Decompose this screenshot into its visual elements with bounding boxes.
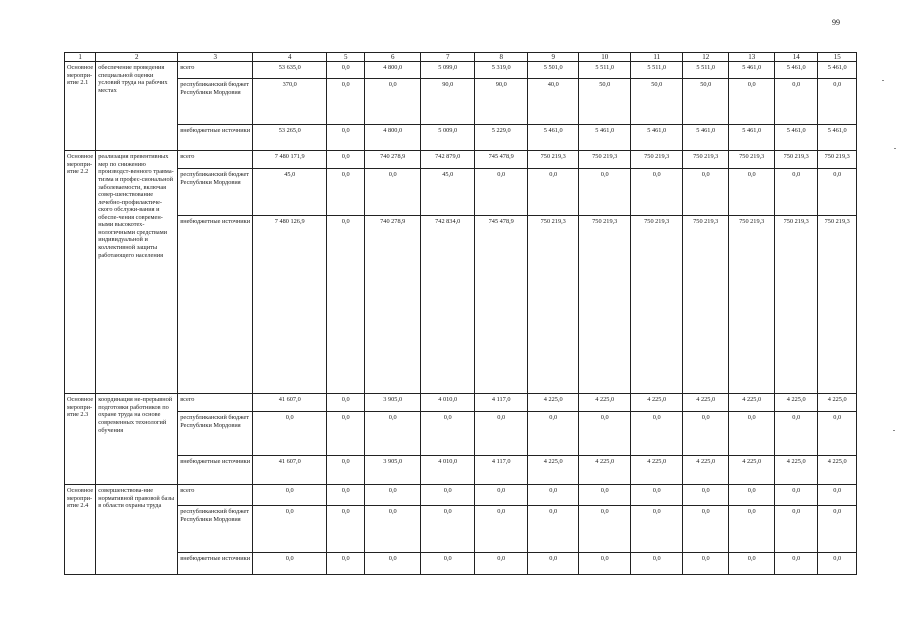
amount-cell: 0,0 bbox=[327, 62, 365, 79]
amount-cell: 5 461,0 bbox=[729, 125, 775, 151]
funding-source: республиканский бюджет Республики Мордовия bbox=[178, 169, 253, 216]
measure-name: реализация превентивных мер по снижению производст-венного травма-тизма и профес-сиональной заболеваемости, включая совер-шенствование лечебно-профилактиче-ского обслужи-вания и обеспе-чения современ-ными высокотех-нологичными средствами индивидуальной и коллективной защиты работающего населения bbox=[96, 151, 178, 394]
amount-cell: 4 225,0 bbox=[579, 394, 631, 412]
column-number: 10 bbox=[579, 53, 631, 62]
amount-cell: 0,0 bbox=[365, 412, 421, 456]
amount-cell: 4 225,0 bbox=[631, 456, 683, 485]
table-row bbox=[65, 125, 857, 151]
amount-cell: 4 225,0 bbox=[579, 456, 631, 485]
amount-cell: 0,0 bbox=[365, 79, 421, 125]
amount-cell: 5 511,0 bbox=[579, 62, 631, 79]
column-number: 6 bbox=[365, 53, 421, 62]
table-row bbox=[65, 79, 857, 125]
measure-name: координация не-прерывной подготовки работников по охране труда на основе современных технологий обучения bbox=[96, 394, 178, 485]
amount-cell: 4 117,0 bbox=[475, 394, 528, 412]
amount-cell: 5 461,0 bbox=[775, 125, 818, 151]
funding-source: внебюджетные источники bbox=[178, 553, 253, 575]
amount-cell: 745 478,9 bbox=[475, 216, 528, 394]
amount-cell: 0,0 bbox=[683, 506, 729, 553]
column-number: 5 bbox=[327, 53, 365, 62]
measure-code: Основное меропри-ятие 2.1 bbox=[65, 62, 96, 151]
amount-cell: 750 219,3 bbox=[528, 216, 579, 394]
amount-cell: 40,0 bbox=[528, 79, 579, 125]
amount-cell: 0,0 bbox=[475, 485, 528, 506]
amount-cell: 750 219,3 bbox=[683, 151, 729, 169]
amount-cell: 0,0 bbox=[818, 553, 857, 575]
amount-cell: 0,0 bbox=[729, 412, 775, 456]
amount-cell: 5 461,0 bbox=[818, 125, 857, 151]
amount-cell: 4 225,0 bbox=[528, 456, 579, 485]
amount-cell: 750 219,3 bbox=[631, 216, 683, 394]
table-row bbox=[65, 151, 857, 169]
amount-cell: 0,0 bbox=[683, 553, 729, 575]
amount-cell: 4 225,0 bbox=[528, 394, 579, 412]
amount-cell: 0,0 bbox=[528, 506, 579, 553]
amount-cell: 0,0 bbox=[327, 456, 365, 485]
amount-cell: 740 278,9 bbox=[365, 151, 421, 169]
column-number: 1 bbox=[65, 53, 96, 62]
amount-cell: 0,0 bbox=[729, 485, 775, 506]
amount-cell: 5 099,0 bbox=[421, 62, 475, 79]
page-number: 99 bbox=[832, 18, 840, 27]
amount-cell: 50,0 bbox=[683, 79, 729, 125]
amount-cell: 0,0 bbox=[365, 506, 421, 553]
column-number: 13 bbox=[729, 53, 775, 62]
table-row bbox=[65, 394, 857, 412]
amount-cell: 53 635,0 bbox=[253, 62, 327, 79]
amount-cell: 0,0 bbox=[775, 169, 818, 216]
amount-cell: 0,0 bbox=[421, 412, 475, 456]
amount-cell: 4 225,0 bbox=[775, 394, 818, 412]
funding-source: республиканский бюджет Республики Мордовия bbox=[178, 506, 253, 553]
funding-source: республиканский бюджет Республики Мордовия bbox=[178, 412, 253, 456]
amount-cell: 0,0 bbox=[327, 506, 365, 553]
amount-cell: 0,0 bbox=[421, 485, 475, 506]
amount-cell: 0,0 bbox=[421, 506, 475, 553]
amount-cell: 0,0 bbox=[631, 506, 683, 553]
amount-cell: 41 607,0 bbox=[253, 394, 327, 412]
amount-cell: 0,0 bbox=[729, 506, 775, 553]
amount-cell: 0,0 bbox=[818, 79, 857, 125]
amount-cell: 0,0 bbox=[327, 553, 365, 575]
amount-cell: 4 225,0 bbox=[818, 456, 857, 485]
amount-cell: 0,0 bbox=[631, 412, 683, 456]
amount-cell: 4 117,0 bbox=[475, 456, 528, 485]
funding-source: всего bbox=[178, 151, 253, 169]
amount-cell: 5 501,0 bbox=[528, 62, 579, 79]
budget-table bbox=[64, 52, 857, 575]
amount-cell: 45,0 bbox=[421, 169, 475, 216]
measure-code: Основное меропри-ятие 2.2 bbox=[65, 151, 96, 394]
amount-cell: 750 219,3 bbox=[818, 216, 857, 394]
amount-cell: 0,0 bbox=[475, 169, 528, 216]
amount-cell: 750 219,3 bbox=[683, 216, 729, 394]
table-row bbox=[65, 412, 857, 456]
amount-cell: 5 461,0 bbox=[579, 125, 631, 151]
amount-cell: 0,0 bbox=[775, 412, 818, 456]
amount-cell: 4 800,0 bbox=[365, 125, 421, 151]
amount-cell: 750 219,3 bbox=[579, 151, 631, 169]
measure-name: обеспечение проведения специальной оценки условий труда на рабочих местах bbox=[96, 62, 178, 151]
amount-cell: 0,0 bbox=[327, 394, 365, 412]
amount-cell: 0,0 bbox=[631, 169, 683, 216]
amount-cell: 0,0 bbox=[365, 553, 421, 575]
amount-cell: 750 219,3 bbox=[775, 216, 818, 394]
amount-cell: 0,0 bbox=[528, 412, 579, 456]
table-row bbox=[65, 456, 857, 485]
funding-source: всего bbox=[178, 485, 253, 506]
amount-cell: 4 225,0 bbox=[683, 456, 729, 485]
amount-cell: 4 225,0 bbox=[775, 456, 818, 485]
amount-cell: 5 511,0 bbox=[683, 62, 729, 79]
amount-cell: 0,0 bbox=[579, 412, 631, 456]
amount-cell: 0,0 bbox=[818, 485, 857, 506]
amount-cell: 50,0 bbox=[579, 79, 631, 125]
amount-cell: 0,0 bbox=[327, 79, 365, 125]
amount-cell: 0,0 bbox=[579, 553, 631, 575]
amount-cell: 90,0 bbox=[421, 79, 475, 125]
amount-cell: 90,0 bbox=[475, 79, 528, 125]
column-number: 9 bbox=[528, 53, 579, 62]
amount-cell: 742 834,0 bbox=[421, 216, 475, 394]
amount-cell: 370,0 bbox=[253, 79, 327, 125]
column-number: 15 bbox=[818, 53, 857, 62]
amount-cell: 0,0 bbox=[818, 169, 857, 216]
funding-source: внебюджетные источники bbox=[178, 456, 253, 485]
amount-cell: 0,0 bbox=[253, 412, 327, 456]
scan-mark bbox=[894, 148, 896, 149]
amount-cell: 0,0 bbox=[475, 553, 528, 575]
table-row bbox=[65, 506, 857, 553]
column-number: 11 bbox=[631, 53, 683, 62]
amount-cell: 750 219,3 bbox=[579, 216, 631, 394]
header-row bbox=[65, 53, 857, 62]
amount-cell: 0,0 bbox=[683, 169, 729, 216]
amount-cell: 0,0 bbox=[253, 506, 327, 553]
amount-cell: 41 607,0 bbox=[253, 456, 327, 485]
amount-cell: 5 009,0 bbox=[421, 125, 475, 151]
amount-cell: 0,0 bbox=[775, 485, 818, 506]
amount-cell: 5 461,0 bbox=[683, 125, 729, 151]
table-row bbox=[65, 62, 857, 79]
amount-cell: 0,0 bbox=[528, 169, 579, 216]
table-row bbox=[65, 553, 857, 575]
amount-cell: 0,0 bbox=[365, 169, 421, 216]
amount-cell: 4 225,0 bbox=[729, 394, 775, 412]
amount-cell: 0,0 bbox=[421, 553, 475, 575]
amount-cell: 0,0 bbox=[631, 485, 683, 506]
column-number: 12 bbox=[683, 53, 729, 62]
column-number: 8 bbox=[475, 53, 528, 62]
amount-cell: 50,0 bbox=[631, 79, 683, 125]
amount-cell: 0,0 bbox=[528, 553, 579, 575]
amount-cell: 0,0 bbox=[775, 506, 818, 553]
amount-cell: 5 461,0 bbox=[775, 62, 818, 79]
amount-cell: 0,0 bbox=[253, 553, 327, 575]
funding-source: внебюджетные источники bbox=[178, 216, 253, 394]
amount-cell: 4 010,0 bbox=[421, 456, 475, 485]
column-number: 4 bbox=[253, 53, 327, 62]
amount-cell: 0,0 bbox=[729, 79, 775, 125]
amount-cell: 750 219,3 bbox=[818, 151, 857, 169]
table-row bbox=[65, 169, 857, 216]
amount-cell: 5 461,0 bbox=[528, 125, 579, 151]
amount-cell: 0,0 bbox=[818, 412, 857, 456]
amount-cell: 3 905,0 bbox=[365, 394, 421, 412]
amount-cell: 750 219,3 bbox=[528, 151, 579, 169]
amount-cell: 5 461,0 bbox=[631, 125, 683, 151]
scan-mark bbox=[893, 430, 895, 431]
amount-cell: 5 511,0 bbox=[631, 62, 683, 79]
amount-cell: 745 478,9 bbox=[475, 151, 528, 169]
amount-cell: 0,0 bbox=[327, 216, 365, 394]
column-number: 3 bbox=[178, 53, 253, 62]
amount-cell: 0,0 bbox=[579, 485, 631, 506]
table-row bbox=[65, 485, 857, 506]
amount-cell: 750 219,3 bbox=[631, 151, 683, 169]
funding-source: внебюджетные источники bbox=[178, 125, 253, 151]
amount-cell: 7 480 171,9 bbox=[253, 151, 327, 169]
measure-code: Основное меропри-ятие 2.3 bbox=[65, 394, 96, 485]
amount-cell: 0,0 bbox=[528, 485, 579, 506]
amount-cell: 750 219,3 bbox=[729, 216, 775, 394]
amount-cell: 750 219,3 bbox=[729, 151, 775, 169]
amount-cell: 4 225,0 bbox=[818, 394, 857, 412]
amount-cell: 0,0 bbox=[579, 506, 631, 553]
amount-cell: 5 461,0 bbox=[818, 62, 857, 79]
table-row bbox=[65, 216, 857, 394]
amount-cell: 0,0 bbox=[683, 485, 729, 506]
amount-cell: 53 265,0 bbox=[253, 125, 327, 151]
funding-source: всего bbox=[178, 394, 253, 412]
amount-cell: 5 461,0 bbox=[729, 62, 775, 79]
amount-cell: 4 225,0 bbox=[729, 456, 775, 485]
amount-cell: 0,0 bbox=[579, 169, 631, 216]
amount-cell: 4 225,0 bbox=[683, 394, 729, 412]
amount-cell: 0,0 bbox=[631, 553, 683, 575]
funding-source: республиканский бюджет Республики Мордовия bbox=[178, 79, 253, 125]
amount-cell: 0,0 bbox=[253, 485, 327, 506]
amount-cell: 0,0 bbox=[475, 412, 528, 456]
amount-cell: 0,0 bbox=[327, 412, 365, 456]
amount-cell: 3 905,0 bbox=[365, 456, 421, 485]
amount-cell: 0,0 bbox=[729, 553, 775, 575]
amount-cell: 0,0 bbox=[327, 169, 365, 216]
amount-cell: 0,0 bbox=[365, 485, 421, 506]
amount-cell: 4 225,0 bbox=[631, 394, 683, 412]
amount-cell: 5 319,0 bbox=[475, 62, 528, 79]
amount-cell: 0,0 bbox=[775, 79, 818, 125]
column-number: 14 bbox=[775, 53, 818, 62]
amount-cell: 4 800,0 bbox=[365, 62, 421, 79]
amount-cell: 5 229,0 bbox=[475, 125, 528, 151]
column-number: 2 bbox=[96, 53, 178, 62]
amount-cell: 7 480 126,9 bbox=[253, 216, 327, 394]
measure-name: совершенствова-ние нормативной правовой базы в области охраны труда bbox=[96, 485, 178, 575]
amount-cell: 0,0 bbox=[475, 506, 528, 553]
amount-cell: 0,0 bbox=[683, 412, 729, 456]
amount-cell: 740 278,9 bbox=[365, 216, 421, 394]
amount-cell: 4 010,0 bbox=[421, 394, 475, 412]
amount-cell: 45,0 bbox=[253, 169, 327, 216]
amount-cell: 750 219,3 bbox=[775, 151, 818, 169]
amount-cell: 742 879,0 bbox=[421, 151, 475, 169]
scan-mark bbox=[882, 80, 884, 81]
column-number: 7 bbox=[421, 53, 475, 62]
measure-code: Основное меропри-ятие 2.4 bbox=[65, 485, 96, 575]
amount-cell: 0,0 bbox=[327, 151, 365, 169]
funding-source: всего bbox=[178, 62, 253, 79]
amount-cell: 0,0 bbox=[818, 506, 857, 553]
amount-cell: 0,0 bbox=[729, 169, 775, 216]
amount-cell: 0,0 bbox=[327, 485, 365, 506]
amount-cell: 0,0 bbox=[775, 553, 818, 575]
amount-cell: 0,0 bbox=[327, 125, 365, 151]
